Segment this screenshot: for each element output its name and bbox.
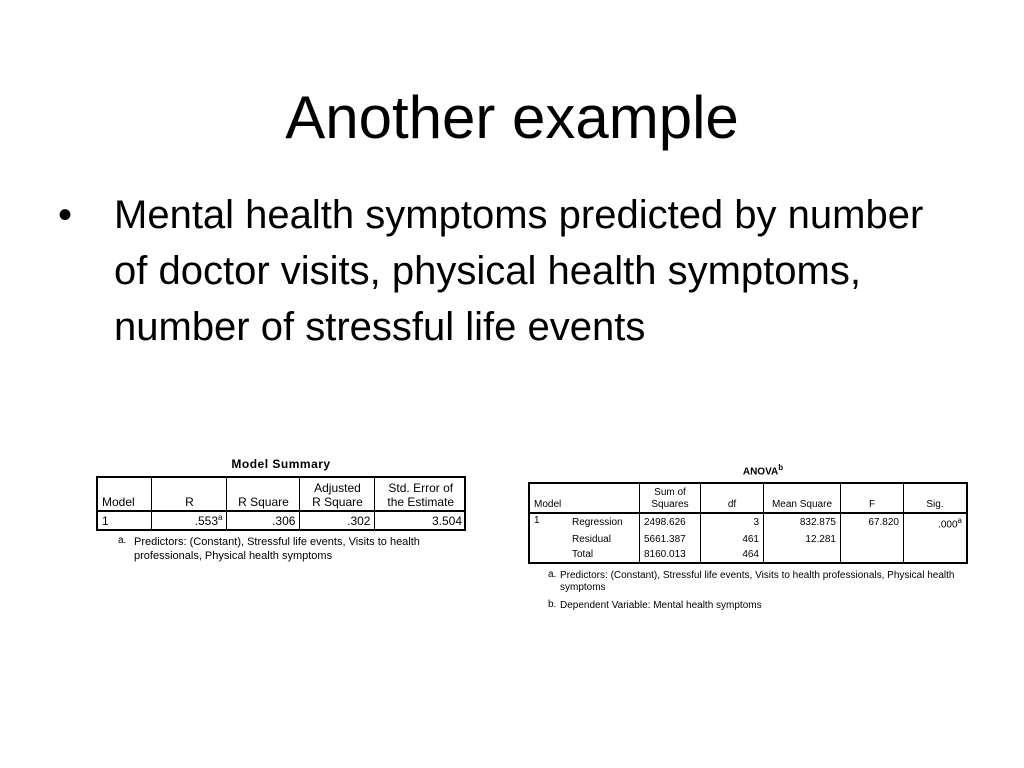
table-row bbox=[530, 547, 966, 562]
ms-header-r-square: R Square bbox=[227, 478, 300, 511]
model-summary-table-block bbox=[96, 454, 466, 563]
ms-cell-r-value: .553 bbox=[194, 514, 219, 528]
ms-cell-std-error: 3.504 bbox=[431, 513, 462, 528]
anova-cell-df: 461 bbox=[701, 532, 764, 547]
ms-header-adj-line1: Adjusted bbox=[314, 481, 361, 495]
ms-header-r: R bbox=[152, 478, 227, 511]
anova-cell-sig bbox=[904, 513, 967, 532]
model-summary-caption: Model Summary bbox=[231, 457, 331, 471]
table-row bbox=[530, 532, 966, 547]
bullet-text: Mental health symptoms predicted by number of doctor visits, physical health symptoms, number of stressful life events bbox=[114, 193, 924, 349]
model-summary-table-frame bbox=[96, 476, 466, 531]
anova-footnote-b-mark: b. bbox=[548, 599, 557, 611]
ms-cell-r bbox=[152, 511, 227, 529]
ms-cell-adj-r-square: .302 bbox=[300, 511, 375, 529]
anova-cell-ss: 2498.626 bbox=[640, 513, 701, 532]
anova-cell-ms bbox=[764, 547, 841, 562]
ms-header-model: Model bbox=[98, 478, 152, 511]
anova-caption-text: ANOVA bbox=[742, 466, 779, 478]
table-row bbox=[530, 513, 966, 532]
ms-header-se-line2: the Estimate bbox=[387, 495, 455, 509]
anova-header-model: Model bbox=[530, 484, 640, 513]
anova-cell-f bbox=[841, 547, 904, 562]
anova-cell-f bbox=[841, 532, 904, 547]
anova-header-ss-line2: Squares bbox=[651, 499, 689, 510]
anova-cell-df: 3 bbox=[701, 513, 764, 532]
anova-cell-sig-value: .000 bbox=[938, 519, 958, 531]
anova-cell-label: Residual bbox=[568, 532, 640, 547]
anova-caption-sup: b bbox=[778, 463, 784, 472]
ms-cell-r-sup: a bbox=[218, 513, 223, 522]
anova-cell-sig bbox=[904, 532, 967, 547]
anova-table-block bbox=[528, 460, 968, 612]
anova-footnote-a-mark: a. bbox=[548, 569, 557, 581]
anova-cell-sig-sup: a bbox=[957, 516, 962, 525]
anova-header-mean-square: Mean Square bbox=[764, 484, 841, 513]
anova-header-sum-of-squares bbox=[640, 484, 701, 513]
anova-cell-sig bbox=[904, 547, 967, 562]
anova-footnote-a bbox=[528, 570, 960, 594]
anova-table-frame bbox=[528, 482, 968, 564]
model-summary-table bbox=[98, 478, 466, 529]
bullet-marker: • bbox=[58, 193, 73, 237]
anova-header-f: F bbox=[841, 484, 904, 513]
ms-footnote-mark: a. bbox=[118, 535, 127, 546]
ms-cell-model: 1 bbox=[98, 511, 152, 529]
model-summary-footnote bbox=[96, 535, 454, 563]
anova-table bbox=[530, 484, 966, 562]
anova-cell-f: 67.820 bbox=[841, 513, 904, 532]
ms-header-adj-line2: R Square bbox=[312, 495, 363, 509]
anova-cell-ss: 5661.387 bbox=[640, 532, 701, 547]
ms-header-std-error bbox=[375, 478, 466, 511]
anova-footnote-a-text: Predictors: (Constant), Stressful life events, Visits to health professionals, Physical health symptoms bbox=[560, 570, 955, 594]
anova-cell-model: 1 bbox=[534, 515, 540, 526]
anova-cell-ms: 12.281 bbox=[764, 532, 841, 547]
anova-footnote-b bbox=[528, 600, 960, 612]
anova-caption bbox=[528, 460, 968, 482]
anova-footnote-b-text: Dependent Variable: Mental health symptoms bbox=[560, 600, 762, 612]
anova-cell-label: Regression bbox=[568, 513, 640, 532]
anova-cell-ss: 8160.013 bbox=[640, 547, 701, 562]
ms-cell-r-square: .306 bbox=[227, 511, 300, 529]
ms-header-se-line1: Std. Error of bbox=[388, 481, 454, 495]
anova-header-sig: Sig. bbox=[904, 484, 967, 513]
table-row bbox=[98, 511, 466, 529]
ms-header-adjusted-r-square bbox=[300, 478, 375, 511]
anova-cell-label: Total bbox=[568, 547, 640, 562]
ms-footnote-text: Predictors: (Constant), Stressful life events, Visits to health professionals, Physical health symptoms bbox=[134, 536, 420, 562]
anova-header-ss-line1: Sum of bbox=[654, 487, 686, 498]
anova-cell-df: 464 bbox=[701, 547, 764, 562]
anova-header-df: df bbox=[701, 484, 764, 513]
slide-title: Another example bbox=[285, 84, 739, 151]
anova-cell-ms: 832.875 bbox=[764, 513, 841, 532]
